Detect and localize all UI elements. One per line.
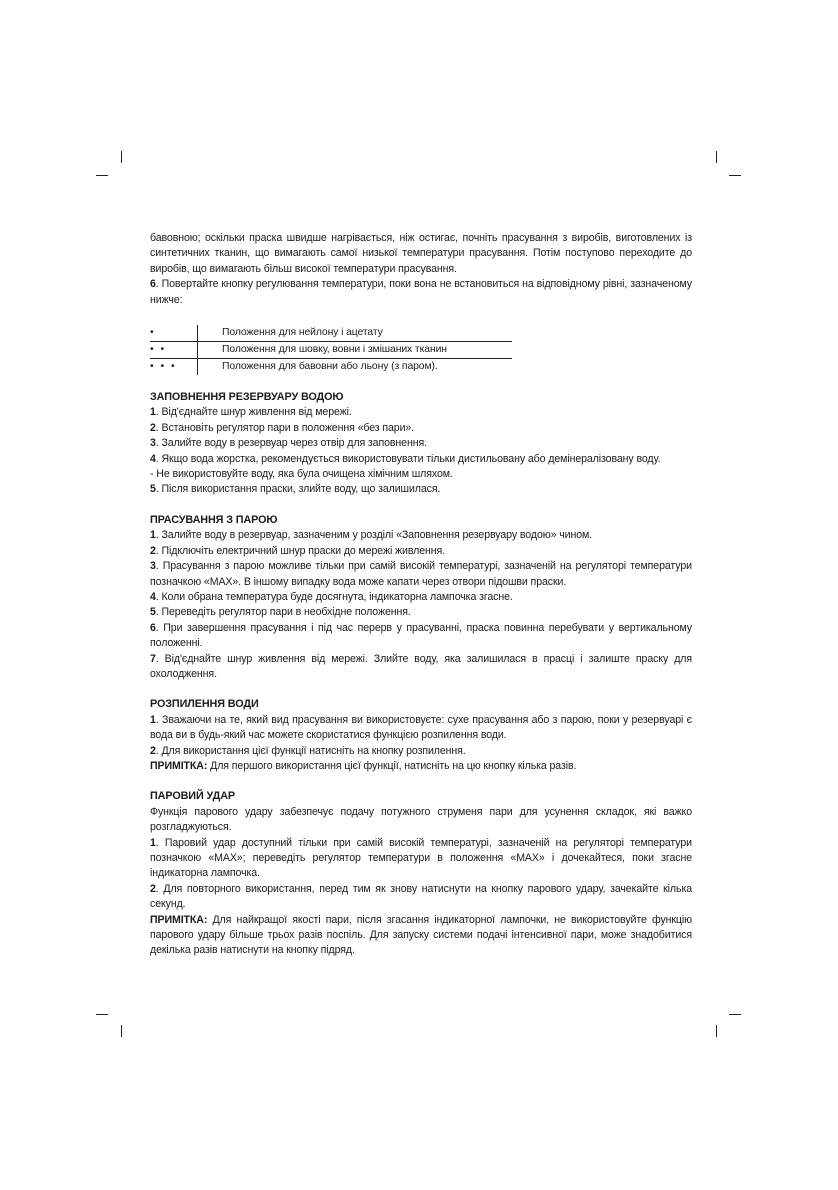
item-text: . Для використання цієї функції натисніть на кнопку розпилення. bbox=[155, 744, 466, 757]
intro-paragraph: бавовною; оскільки праска швидше нагрівається, ніж остигає, почніть прасування з виробів, виготовлених із синтетичних тканин, що вимагають самої низької температури прасування. Потім поступово переходите до виробів, що вимагають більш високої температури прасування. bbox=[150, 232, 692, 275]
item-number: 5 bbox=[150, 483, 156, 496]
section-item bbox=[150, 467, 692, 482]
crop-mark-bottom-right-vertical bbox=[716, 1025, 717, 1037]
table-row bbox=[150, 359, 512, 376]
item-text: . Прасування з парою можливе тільки при самій високій температурі, зазначеній на регуляторі температури позначкою «MAX». В іншому випадку вода може капати через отвори підошви праски. bbox=[150, 560, 692, 588]
document-body bbox=[150, 231, 692, 959]
section-item bbox=[150, 436, 692, 451]
item-number: 4 bbox=[150, 590, 156, 603]
section-item bbox=[150, 452, 692, 467]
temperature-dots: • • • bbox=[150, 359, 198, 376]
item-text: . Переведіть регулятор пари в необхідне положення. bbox=[155, 606, 411, 619]
table-row bbox=[150, 342, 512, 359]
item-text: . Залийте воду в резервуар через отвір для заповнення. bbox=[155, 437, 427, 450]
item-number: 3 bbox=[150, 560, 156, 573]
section-item bbox=[150, 882, 692, 913]
item-number: 2 bbox=[150, 882, 156, 895]
note-text: Для найкращої якості пари, після згасання індикаторної лампочки, не використовуйте функцію парового удару більше трьох разів поспіль. Для запуску системи подачі інтенсивної пари, може знадобитися декілька разів натиснути на кнопку підряд. bbox=[150, 913, 692, 957]
note-label: ПРИМІТКА: bbox=[150, 759, 208, 772]
crop-mark-top-left-horizontal bbox=[96, 175, 108, 176]
crop-mark-bottom-left-horizontal bbox=[96, 1014, 108, 1015]
section-item bbox=[150, 559, 692, 590]
section-heading: ЗАПОВНЕННЯ РЕЗЕРВУАРУ ВОДОЮ bbox=[150, 391, 344, 404]
section-item bbox=[150, 605, 692, 620]
crop-mark-bottom-left-vertical bbox=[121, 1025, 122, 1037]
section-item bbox=[150, 836, 692, 882]
item-text: . Встановіть регулятор пари в положення «без пари». bbox=[155, 421, 415, 434]
item-text: . Коли обрана температура буде досягнута, індикаторна лампочка згасне. bbox=[155, 590, 513, 603]
item-text: . Залийте воду в резервуар, зазначеним у розділі «Заповнення резервуару водою» чином. bbox=[155, 529, 593, 542]
temperature-description: Положення для бавовни або льону (з паром). bbox=[198, 359, 513, 376]
item-text: . Зважаючи на те, який вид прасування ви використовуєте: сухе прасування або з парою, поки у резервуарі є вода ви в будь-який час можете скористатися функцією розпилення води. bbox=[150, 713, 692, 742]
step-text: . Повертайте кнопку регулювання температури, поки вона не встановиться на відповідному рівні, зазначеному нижче: bbox=[150, 278, 692, 306]
item-text: . Після використання праски, злийте воду, що залишилася. bbox=[155, 483, 441, 496]
temperature-description: Положення для нейлону і ацетату bbox=[198, 325, 513, 342]
temperature-dots: • • bbox=[150, 342, 198, 359]
intro-step bbox=[150, 277, 692, 308]
item-number: 7 bbox=[150, 652, 156, 665]
item-number: 1 bbox=[150, 713, 156, 726]
temperature-dots: • bbox=[150, 327, 156, 339]
section-item bbox=[150, 744, 692, 759]
item-number: 5 bbox=[150, 606, 156, 619]
temperature-settings-table bbox=[150, 325, 512, 375]
section-item bbox=[150, 544, 692, 559]
item-text: - Не використовуйте воду, яка була очищена хімічним шляхом. bbox=[150, 468, 453, 481]
section-heading: ПРАСУВАННЯ З ПАРОЮ bbox=[150, 513, 278, 526]
item-number: 6 bbox=[150, 621, 156, 634]
section-item bbox=[150, 621, 692, 652]
item-text: . Для повторного використання, перед тим як знову натиснути на кнопку парового удару, зачекайте кілька секунд. bbox=[150, 882, 692, 911]
item-number: 2 bbox=[150, 421, 156, 434]
crop-mark-bottom-right-horizontal bbox=[729, 1014, 741, 1015]
item-text: . Паровий удар доступний тільки при самій високій температурі, зазначеній на регуляторі температури позначкою «MAX»; переведіть регулятор температури в положення «MAX» і дочекайтеся, поки згасне індикаторна лампочка. bbox=[150, 836, 692, 880]
section-item bbox=[150, 482, 692, 497]
note-label: ПРИМІТКА: bbox=[150, 913, 208, 926]
section-item bbox=[150, 528, 692, 543]
item-text: . Від'єднайте шнур живлення від мережі. Злийте воду, яка залишилася в прасці і залиште праску для охолодження. bbox=[150, 652, 692, 680]
section-item bbox=[150, 421, 692, 436]
table-row bbox=[150, 325, 512, 342]
item-text: . Підключіть електричний шнур праски до мережі живлення. bbox=[155, 544, 446, 557]
step-number: 6 bbox=[150, 278, 156, 291]
item-number: 1 bbox=[150, 836, 156, 849]
item-number: 2 bbox=[150, 544, 156, 557]
note-text: Для першого використання цієї функції, натисніть на цю кнопку кілька разів. bbox=[207, 759, 577, 772]
item-number: 1 bbox=[150, 406, 156, 419]
item-text: Функція парового удару забезпечує подачу потужного струменя пари для усунення складок, які важко розгладжуються. bbox=[150, 805, 692, 834]
section-item bbox=[150, 652, 692, 683]
section-item bbox=[150, 713, 692, 744]
section-item bbox=[150, 590, 692, 605]
item-text: . Якщо вода жорстка, рекомендується використовувати тільки дистильовану або демінералізовану воду. bbox=[155, 452, 661, 465]
section-item bbox=[150, 805, 692, 836]
item-number: 3 bbox=[150, 437, 156, 450]
section-heading: ПАРОВИЙ УДАР bbox=[150, 790, 235, 803]
item-number: 2 bbox=[150, 744, 156, 757]
note bbox=[150, 759, 692, 774]
item-number: 4 bbox=[150, 452, 156, 465]
item-text: . При завершення прасування і під час перерв у прасуванні, праска повинна перебувати у вертикальному положенні. bbox=[150, 621, 692, 650]
crop-mark-top-right-vertical bbox=[716, 151, 717, 163]
note bbox=[150, 913, 692, 959]
crop-mark-top-left-vertical bbox=[121, 151, 122, 163]
item-number: 1 bbox=[150, 529, 156, 542]
crop-mark-top-right-horizontal bbox=[729, 175, 741, 176]
item-text: . Від'єднайте шнур живлення від мережі. bbox=[155, 406, 352, 419]
section-heading: РОЗПИЛЕННЯ ВОДИ bbox=[150, 698, 259, 711]
section-item bbox=[150, 405, 692, 420]
temperature-description: Положення для шовку, вовни і змішаних тканин bbox=[198, 342, 513, 359]
